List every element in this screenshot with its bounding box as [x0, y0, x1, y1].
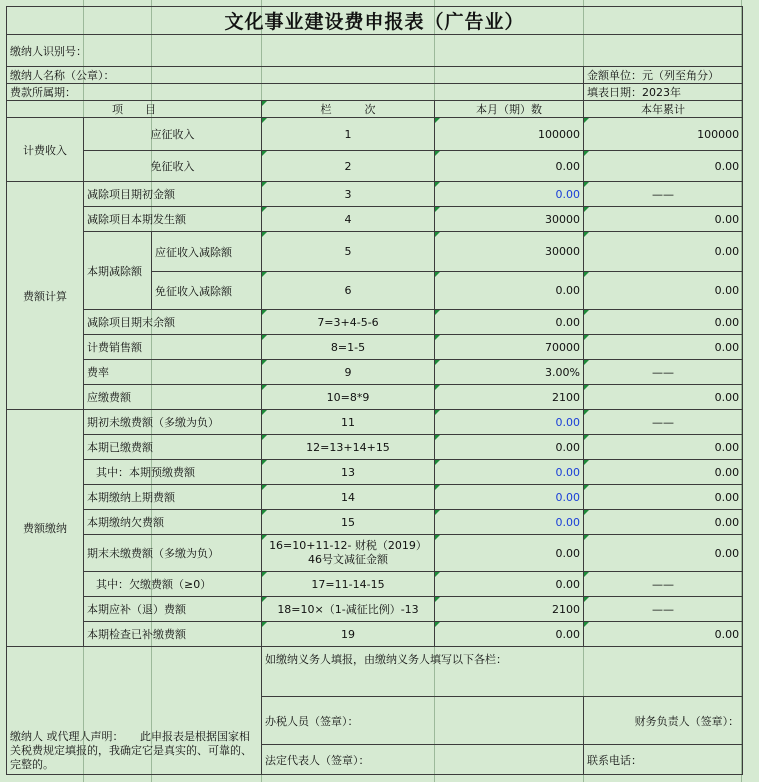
- ytd-value-cell[interactable]: 0.00: [584, 622, 743, 647]
- current-value-cell[interactable]: 3.00%: [435, 360, 584, 385]
- row-column-number: 15: [262, 510, 435, 535]
- row-label: 本期应补（退）费额: [84, 597, 262, 622]
- row-column-number: 3: [262, 182, 435, 207]
- header-ytd: 本年累计: [584, 101, 743, 118]
- header-column: 栏 次: [262, 101, 435, 118]
- ytd-value-cell[interactable]: ——: [584, 410, 743, 435]
- row-column-number: 1: [262, 118, 435, 151]
- row-column-number: 13: [262, 460, 435, 485]
- current-value-cell[interactable]: 0.00: [435, 310, 584, 335]
- ytd-value-cell[interactable]: ——: [584, 360, 743, 385]
- row-column-number: 7=3+4-5-6: [262, 310, 435, 335]
- ytd-value-cell[interactable]: 0.00: [584, 385, 743, 410]
- row-column-number: 8=1-5: [262, 335, 435, 360]
- ytd-value-cell[interactable]: ——: [584, 182, 743, 207]
- current-value-cell[interactable]: 2100: [435, 597, 584, 622]
- row-column-number: 17=11-14-15: [262, 572, 435, 597]
- agent-notice: 如缴纳义务人填报，由缴纳义务人填写以下各栏：: [262, 647, 743, 671]
- row-column-number: 12=13+14+15: [262, 435, 435, 460]
- blank-line[interactable]: [262, 671, 743, 697]
- ytd-value-cell[interactable]: 0.00: [584, 335, 743, 360]
- declaration-text: 缴纳人 或代理人声明： 此申报表是根据国家相关税费规定填报的，我确定它是真实的、可靠的、完整的。: [7, 647, 262, 775]
- ytd-value-cell[interactable]: 0.00: [584, 485, 743, 510]
- row-label: 本期检查已补缴费额: [84, 622, 262, 647]
- ytd-value-cell[interactable]: 0.00: [584, 272, 743, 310]
- row-label: 其中：欠缴费额（≥0）: [84, 572, 262, 597]
- section-payment: 费额缴纳: [7, 410, 84, 647]
- fee-period-field[interactable]: 费款所属期：: [7, 84, 584, 101]
- row-column-number: 9: [262, 360, 435, 385]
- ytd-value-cell[interactable]: 0.00: [584, 310, 743, 335]
- ytd-value-cell[interactable]: 0.00: [584, 151, 743, 182]
- row-label: 应征收入: [84, 118, 262, 151]
- fill-date: 填表日期：2023年: [584, 84, 743, 101]
- current-value-cell[interactable]: 0.00: [435, 151, 584, 182]
- current-value-cell[interactable]: 30000: [435, 207, 584, 232]
- row-label: 计费销售额: [84, 335, 262, 360]
- ytd-value-cell[interactable]: 0.00: [584, 232, 743, 272]
- current-value-cell[interactable]: 0.00: [435, 460, 584, 485]
- section-calc: 费额计算: [7, 182, 84, 410]
- current-value-cell[interactable]: 100000: [435, 118, 584, 151]
- ytd-value-cell[interactable]: ——: [584, 597, 743, 622]
- ytd-value-cell[interactable]: 100000: [584, 118, 743, 151]
- row-label: 本期缴纳上期费额: [84, 485, 262, 510]
- current-deduction-group: 本期减除额: [84, 232, 152, 310]
- fee-declaration-table: [6, 6, 743, 775]
- row-label: 免征收入: [84, 151, 262, 182]
- row-label: 免征收入减除额: [152, 272, 262, 310]
- row-column-number: 14: [262, 485, 435, 510]
- row-label: 其中：本期预缴费额: [84, 460, 262, 485]
- taxpayer-id-field[interactable]: 缴纳人识别号：: [7, 35, 743, 67]
- row-column-number: 6: [262, 272, 435, 310]
- ytd-value-cell[interactable]: 0.00: [584, 510, 743, 535]
- current-value-cell[interactable]: 0.00: [435, 510, 584, 535]
- ytd-value-cell[interactable]: 0.00: [584, 460, 743, 485]
- section-income: 计费收入: [7, 118, 84, 182]
- current-value-cell[interactable]: 0.00: [435, 272, 584, 310]
- row-column-number: 2: [262, 151, 435, 182]
- row-label: 本期缴纳欠费额: [84, 510, 262, 535]
- current-value-cell[interactable]: 0.00: [435, 572, 584, 597]
- row-column-number: 4: [262, 207, 435, 232]
- row-column-number: 10=8*9: [262, 385, 435, 410]
- header-current: 本月（期）数: [435, 101, 584, 118]
- contact-phone[interactable]: 联系电话：: [584, 745, 743, 775]
- current-value-cell[interactable]: 0.00: [435, 182, 584, 207]
- row-label: 本期已缴费额: [84, 435, 262, 460]
- currency-unit: 金额单位：元（列至角分）: [584, 67, 743, 84]
- row-column-number: 18=10×（1-减征比例）-13: [262, 597, 435, 622]
- ytd-value-cell[interactable]: 0.00: [584, 435, 743, 460]
- row-label: 减除项目本期发生额: [84, 207, 262, 232]
- row-label: 应缴费额: [84, 385, 262, 410]
- ytd-value-cell[interactable]: 0.00: [584, 207, 743, 232]
- current-value-cell[interactable]: 0.00: [435, 535, 584, 572]
- row-label: 减除项目期末余额: [84, 310, 262, 335]
- row-label: 期初未缴费额（多缴为负）: [84, 410, 262, 435]
- current-value-cell[interactable]: 0.00: [435, 622, 584, 647]
- legal-rep-signature[interactable]: 法定代表人（签章）：: [262, 745, 584, 775]
- finance-head-signature[interactable]: 财务负责人（签章）：: [584, 697, 743, 745]
- header-item: 项 目: [7, 101, 262, 118]
- taxpayer-name-field[interactable]: 缴纳人名称（公章）：: [7, 67, 584, 84]
- row-column-number: 5: [262, 232, 435, 272]
- current-value-cell[interactable]: 0.00: [435, 435, 584, 460]
- ytd-value-cell[interactable]: ——: [584, 572, 743, 597]
- row-column-number: 11: [262, 410, 435, 435]
- tax-staff-signature[interactable]: 办税人员（签章）：: [262, 697, 584, 745]
- row-column-number: 19: [262, 622, 435, 647]
- form-title: 文化事业建设费申报表（广告业）: [7, 7, 743, 35]
- current-value-cell[interactable]: 30000: [435, 232, 584, 272]
- ytd-value-cell[interactable]: 0.00: [584, 535, 743, 572]
- current-value-cell[interactable]: 0.00: [435, 485, 584, 510]
- row-label: 期末未缴费额（多缴为负）: [84, 535, 262, 572]
- current-value-cell[interactable]: 70000: [435, 335, 584, 360]
- current-value-cell[interactable]: 0.00: [435, 410, 584, 435]
- current-value-cell[interactable]: 2100: [435, 385, 584, 410]
- row-label: 应征收入减除额: [152, 232, 262, 272]
- row-label: 费率: [84, 360, 262, 385]
- row-column-number: 16=10+11-12- 财税（2019）46号文减征金额: [262, 535, 435, 572]
- row-label: 减除项目期初金额: [84, 182, 262, 207]
